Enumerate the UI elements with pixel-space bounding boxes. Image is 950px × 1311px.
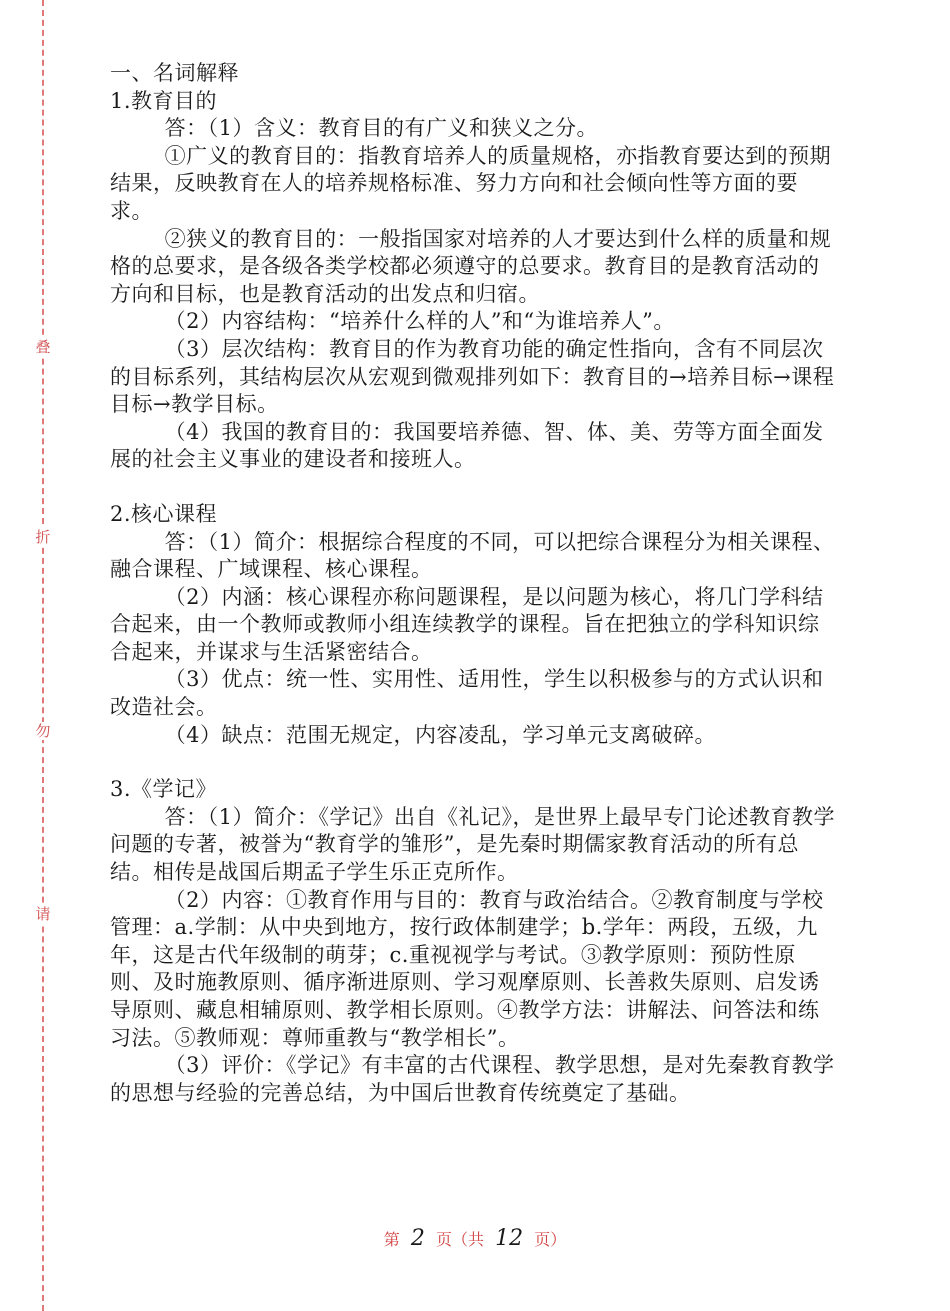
paragraph: （4）我国的教育目的：我国要培养德、智、体、美、劳等方面全面发展的社会主义事业的建设者和接班人。 [110, 419, 824, 472]
term-item-3 [110, 776, 838, 1107]
footer-suffix: 页） [534, 1230, 567, 1249]
margin-char-3: 勿 [35, 722, 51, 740]
paragraph: ①广义的教育目的：指教育培养人的质量规格，亦指教育要达到的预期结果，反映教育在人的培养规格标准、努力方向和社会倾向性等方面的要求。 [110, 143, 832, 223]
spacer [110, 749, 838, 776]
footer-prefix: 第 [383, 1230, 400, 1249]
paragraph: （3）优点：统一性、实用性、适用性，学生以积极参与的方式认识和改造社会。 [110, 667, 824, 720]
footer-middle: 页（共 [435, 1230, 484, 1249]
paragraph: （4）缺点：范围无规定，内容凌乱，学习单元支离破碎。 [164, 722, 716, 747]
paragraph: 答：（1）简介：《学记》出自《礼记》，是世界上最早专门论述教育教学问题的专著，被誉为“教育学的雏形”，是先秦时期儒家教育活动的所有总结。相传是战国后期孟子学生乐正克所作。 [110, 804, 835, 885]
paragraph: （3）评价：《学记》有丰富的古代课程、教学思想，是对先秦教育教学的思想与经验的完善总结，为中国后世教育传统奠定了基础。 [110, 1053, 835, 1105]
term-title: 3.《学记》 [110, 777, 218, 802]
fold-dashed-line [42, 0, 44, 1311]
spacer [110, 474, 838, 501]
paragraph: ②狭义的教育目的：一般指国家对培养的人才要达到什么样的质量和规格的总要求，是各级各类学校都必须遵守的总要求。教育目的是教育活动的方向和目标，也是教育活动的出发点和归宿。 [110, 226, 832, 306]
section-title: 一、名词解释 [110, 61, 239, 85]
term-item-2 [110, 501, 838, 749]
term-title: 1.教育目的 [110, 88, 218, 113]
term-item-1 [110, 88, 838, 474]
term-title: 2.核心课程 [110, 501, 218, 526]
footer-total-pages: 12 [495, 1226, 524, 1251]
paragraph: （3）层次结构：教育目的作为教育功能的确定性指向，含有不同层次的目标系列，其结构层次从宏观到微观排列如下：教育目的→培养目标→课程目标→教学目标。 [110, 336, 835, 417]
paragraph: （2）内容结构：“培养什么样的人”和“为谁培养人”。 [164, 309, 675, 334]
paragraph: （2）内涵：核心课程亦称问题课程，是以问题为核心，将几门学科结合起来，由一个教师或教师小组连续教学的课程。旨在把独立的学科知识综合起来，并谋求与生活紧密结合。 [110, 584, 824, 664]
paragraph: （2）内容：①教育作用与目的：教育与政治结合。②教育制度与学校管理：a.学制：从中央到地方，按行政体制建学；b.学年：两段，五级，九年，这是古代年级制的萌芽；c.重视视学与考试。③教学原则：预防性原则、及时施教原则、循序渐进原则、学习观摩原则、长善救失原则、启发诱导原则、藏息相辅原则、教学相长原则。④教学方法：讲解法、问答法和练习法。⑤教师观：尊师重教与“教学相长”。 [110, 887, 824, 1050]
margin-char-2: 折 [35, 528, 51, 546]
page-footer [0, 1226, 950, 1251]
margin-char-1: 叠 [35, 338, 51, 356]
paragraph: 答：（1）简介：根据综合程度的不同，可以把综合课程分为相关课程、融合课程、广域课程、核心课程。 [110, 529, 835, 582]
margin-char-4: 请 [35, 905, 51, 923]
footer-page-number: 2 [410, 1226, 425, 1251]
paragraph: 答：（1）含义：教育目的有广义和狭义之分。 [164, 116, 598, 141]
document-body [110, 60, 838, 1107]
